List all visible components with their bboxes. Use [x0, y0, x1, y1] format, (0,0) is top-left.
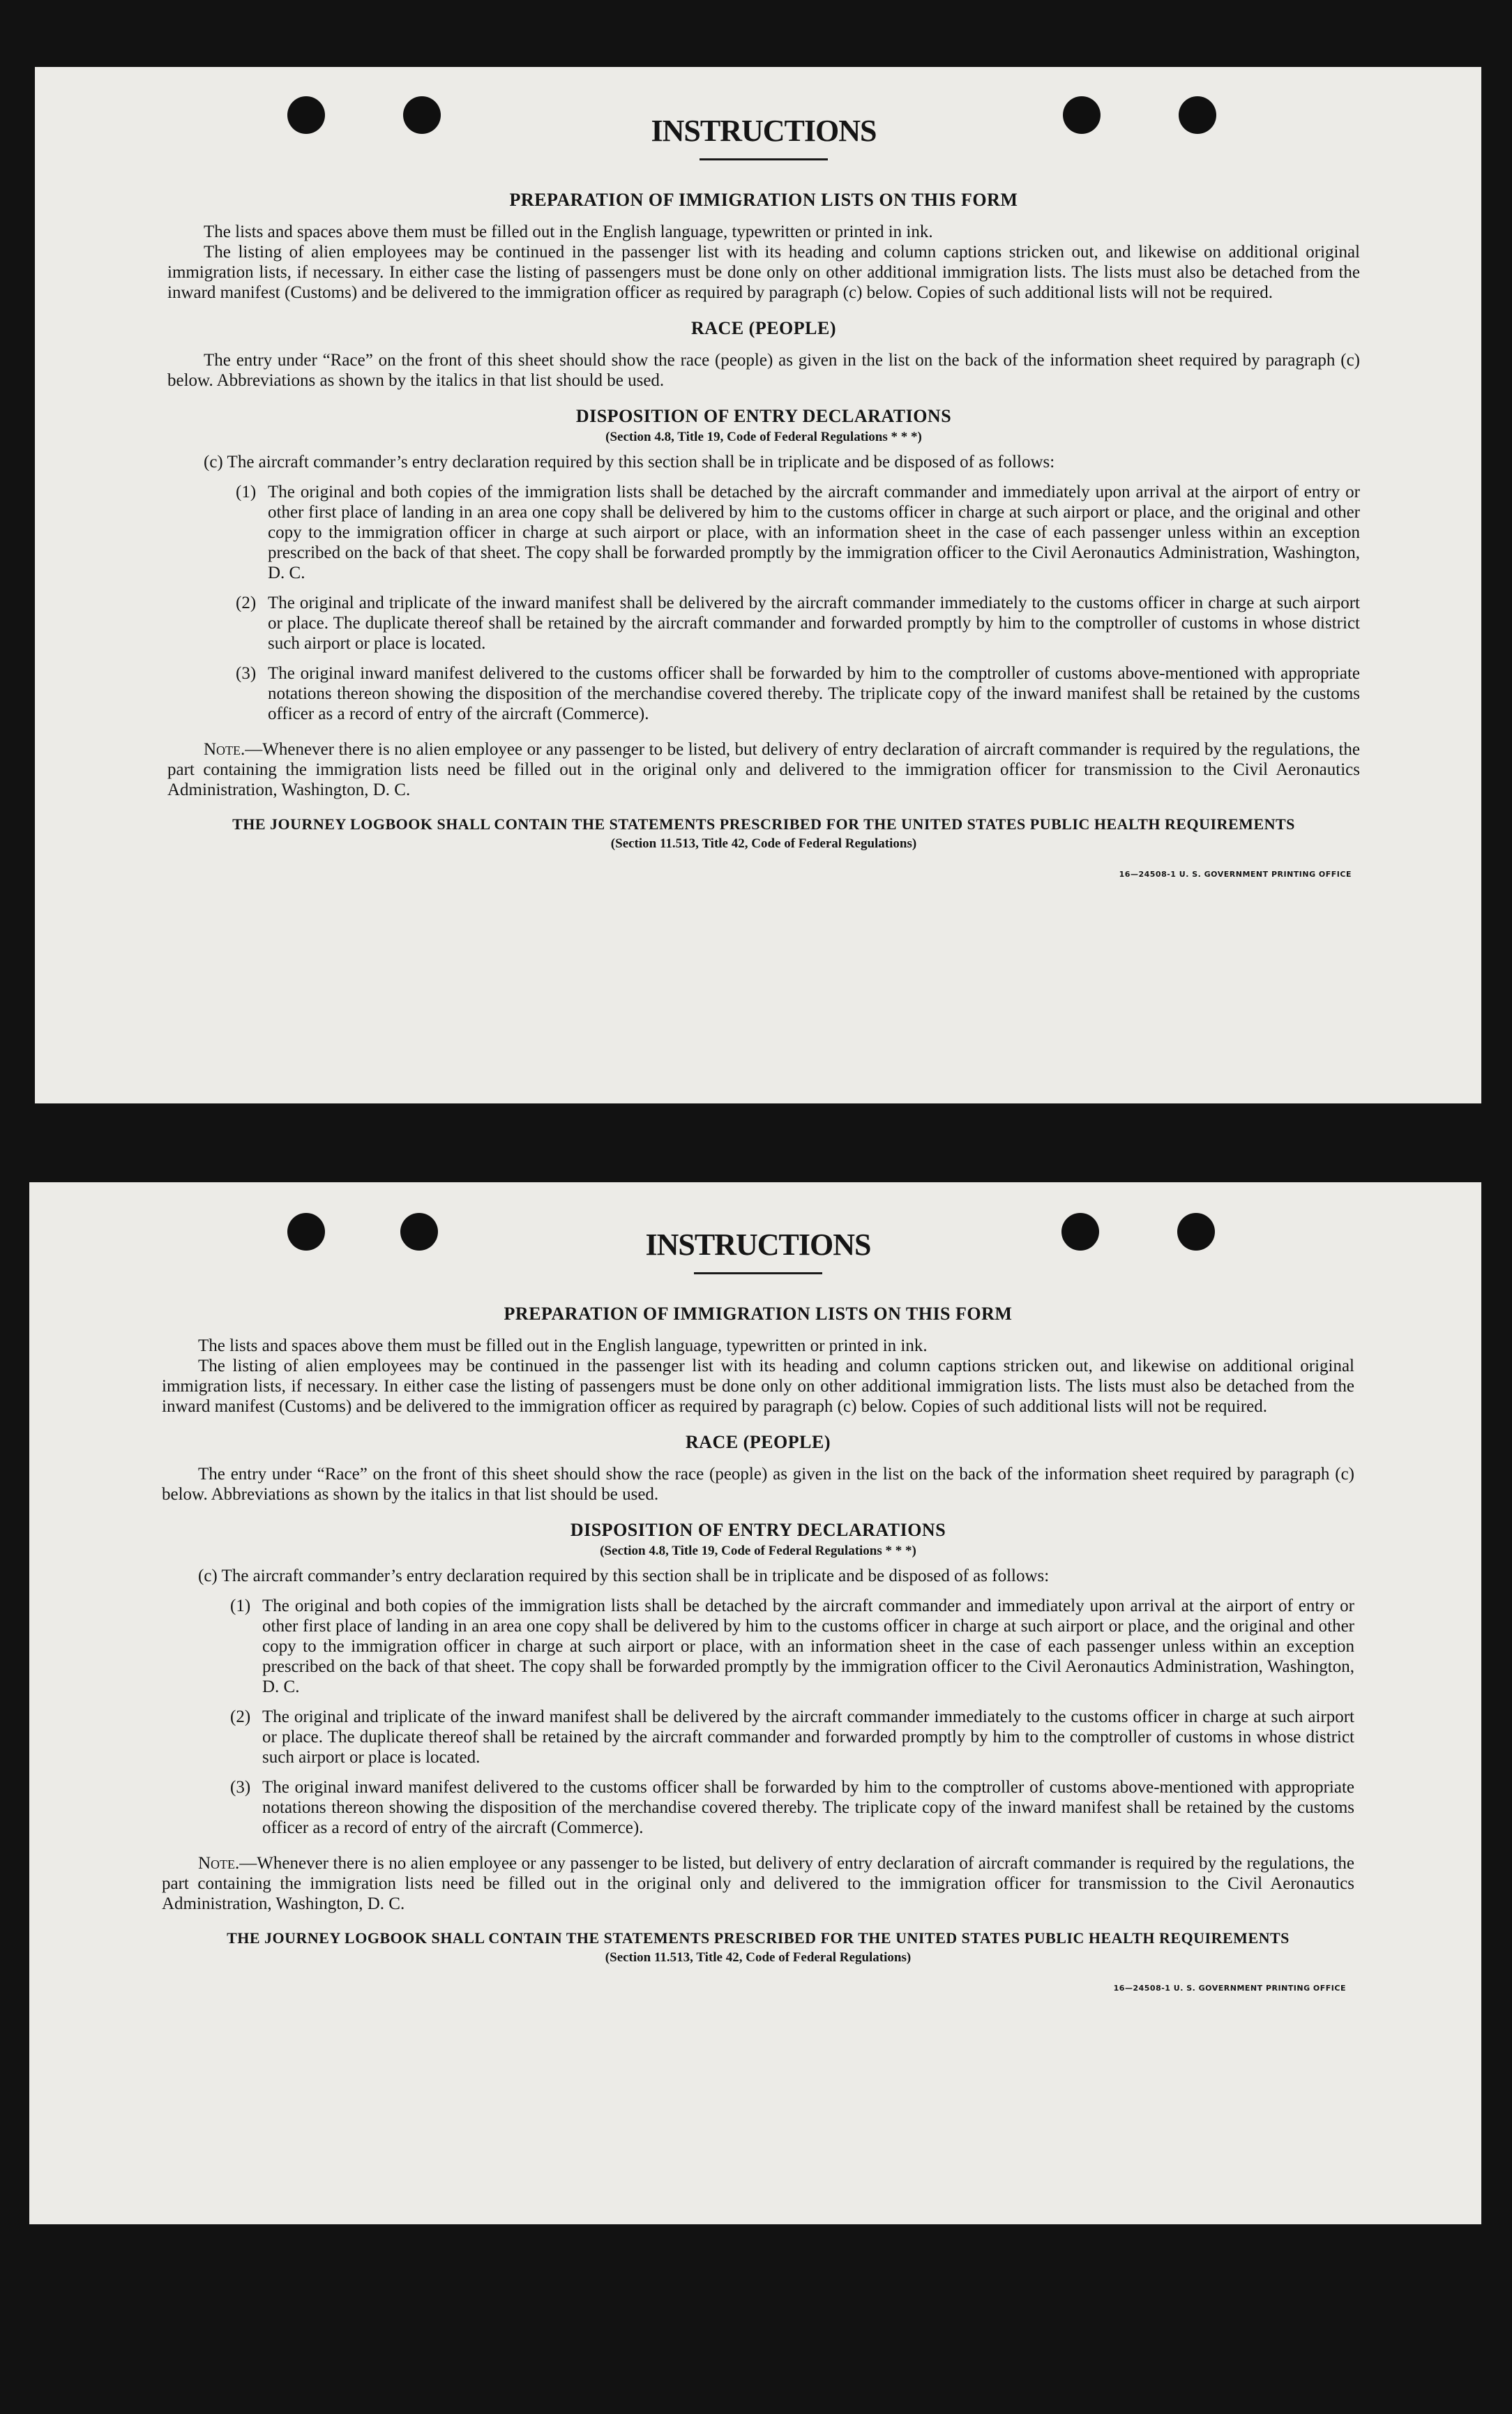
- paragraph-race-entry: The entry under “Race” on the front of this sheet should show the race (people) as given in the list on the back of the information sheet required by paragraph (c) below. Abbreviations as shown by the italics in that list should be used.: [167, 351, 1360, 390]
- list-item: [230, 1707, 1354, 1767]
- sheet-content: [167, 113, 1360, 879]
- note-label: Note.: [204, 740, 245, 759]
- paragraph-lists-language: The lists and spaces above them must be filled out in the English language, typewritten or printed in ink.: [204, 222, 933, 241]
- title-rule: [694, 1272, 822, 1274]
- section-title-race: RACE (PEOPLE): [686, 1432, 831, 1452]
- instruction-sheet-bottom: [29, 1182, 1481, 2224]
- list-item-text: The original and both copies of the immigration lists shall be detached by the aircraft commander and immediately upon arrival at the airport of entry or other first place of landing in an area one copy shall be delivered by him to the customs officer in charge at such airport or place, and the original and other copy to the immigration officer in charge at such airport or place, with an information sheet in the case of each passenger unless within an exception prescribed on the back of that sheet. The copy shall be forwarded promptly by the immigration officer to the Civil Aeronautics Administration, Washington, D. C.: [262, 1597, 1354, 1696]
- list-item: [230, 1777, 1354, 1838]
- list-item-number: (1): [230, 1597, 251, 1615]
- printer-imprint: 16—24508-1 U. S. GOVERNMENT PRINTING OFFICE: [1113, 1984, 1346, 1993]
- instruction-sheet-top: [35, 67, 1481, 1103]
- note-text: —Whenever there is no alien employee or any passenger to be listed, but delivery of entry declaration of aircraft commander is required by the regulations, the part containing the immigration lists need be filled out in the original only and delivered to the immigration officer for transmission to the Civil Aeronautics Administration, Washington, D. C.: [167, 740, 1360, 799]
- list-item: [236, 593, 1360, 654]
- list-item-number: (3): [230, 1778, 251, 1797]
- list-item-number: (2): [236, 594, 257, 612]
- logbook-citation: (Section 11.513, Title 42, Code of Federal Regulations): [610, 836, 917, 851]
- paragraph-lists-language: The lists and spaces above them must be filled out in the English language, typewritten or printed in ink.: [198, 1336, 928, 1355]
- section-citation: (Section 4.8, Title 19, Code of Federal Regulations * * *): [600, 1544, 916, 1558]
- section-title-preparation: PREPARATION OF IMMIGRATION LISTS ON THIS FORM: [504, 1304, 1013, 1324]
- section-title-disposition: DISPOSITION OF ENTRY DECLARATIONS: [575, 406, 952, 426]
- section-title-race: RACE (PEOPLE): [691, 318, 836, 338]
- paragraph-c-lead: (c) The aircraft commander’s entry declaration required by this section shall be in triplicate and be disposed of as follows:: [198, 1567, 1050, 1585]
- list-item-text: The original and triplicate of the inward manifest shall be delivered by the aircraft commander immediately to the customs officer in charge at such airport or place. The duplicate thereof shall be retained by the aircraft commander and forwarded promptly by him to the comptroller of customs in whose district such airport or place is located.: [262, 1707, 1354, 1767]
- logbook-citation: (Section 11.513, Title 42, Code of Federal Regulations): [605, 1950, 912, 1965]
- title-rule: [700, 158, 828, 160]
- section-title-preparation: PREPARATION OF IMMIGRATION LISTS ON THIS FORM: [509, 190, 1018, 210]
- list-item-text: The original and both copies of the immigration lists shall be detached by the aircraft commander and immediately upon arrival at the airport of entry or other first place of landing in an area one copy shall be delivered by him to the customs officer in charge at such airport or place, and the original and other copy to the immigration officer in charge at such airport or place, with an information sheet in the case of each passenger unless within an exception prescribed on the back of that sheet. The copy shall be forwarded promptly by the immigration officer to the Civil Aeronautics Administration, Washington, D. C.: [268, 483, 1360, 582]
- list-item-text: The original inward manifest delivered to the customs officer shall be forwarded by him to the comptroller of customs above-mentioned with appropriate notations thereon showing the disposition of the merchandise covered thereby. The triplicate copy of the inward manifest shall be retained by the customs officer as a record of entry of the aircraft (Commerce).: [262, 1778, 1354, 1837]
- list-item: [236, 482, 1360, 583]
- section-title-disposition: DISPOSITION OF ENTRY DECLARATIONS: [570, 1520, 946, 1540]
- note-label: Note.: [198, 1854, 240, 1873]
- list-item-text: The original and triplicate of the inward manifest shall be delivered by the aircraft commander immediately to the customs officer in charge at such airport or place. The duplicate thereof shall be retained by the aircraft commander and forwarded promptly by him to the comptroller of customs in whose district such airport or place is located.: [268, 594, 1360, 653]
- note-text: —Whenever there is no alien employee or any passenger to be listed, but delivery of entry declaration of aircraft commander is required by the regulations, the part containing the immigration lists need be filled out in the original only and delivered to the immigration officer for transmission to the Civil Aeronautics Administration, Washington, D. C.: [162, 1854, 1354, 1913]
- logbook-requirement: THE JOURNEY LOGBOOK SHALL CONTAIN THE STATEMENTS PRESCRIBED FOR THE UNITED STATES PUBLIC HEALTH REQUIREMENTS: [232, 815, 1295, 833]
- list-item-text: The original inward manifest delivered to the customs officer shall be forwarded by him to the comptroller of customs above-mentioned with appropriate notations thereon showing the disposition of the merchandise covered thereby. The triplicate copy of the inward manifest shall be retained by the customs officer as a record of entry of the aircraft (Commerce).: [268, 664, 1360, 723]
- paragraph-alien-employees: The listing of alien employees may be continued in the passenger list with its heading and column captions stricken out, and likewise on additional original immigration lists, if necessary. In either case the listing of passengers must be done only on other additional immigration lists. The lists must also be detached from the inward manifest (Customs) and be delivered to the immigration officer as required by paragraph (c) below. Copies of such additional lists will not be required.: [162, 1357, 1354, 1416]
- printer-imprint: 16—24508-1 U. S. GOVERNMENT PRINTING OFFICE: [1119, 870, 1352, 879]
- list-item-number: (1): [236, 483, 257, 501]
- page-title: INSTRUCTIONS: [645, 1228, 871, 1262]
- list-item: [236, 663, 1360, 724]
- section-citation: (Section 4.8, Title 19, Code of Federal Regulations * * *): [605, 430, 922, 444]
- paragraph-alien-employees: The listing of alien employees may be continued in the passenger list with its heading and column captions stricken out, and likewise on additional original immigration lists, if necessary. In either case the listing of passengers must be done only on other additional immigration lists. The lists must also be detached from the inward manifest (Customs) and be delivered to the immigration officer as required by paragraph (c) below. Copies of such additional lists will not be required.: [167, 243, 1360, 302]
- sheet-content: [162, 1227, 1354, 1993]
- list-item: [230, 1596, 1354, 1697]
- page-title: INSTRUCTIONS: [651, 114, 877, 148]
- list-item-number: (3): [236, 664, 257, 683]
- paragraph-c-lead: (c) The aircraft commander’s entry declaration required by this section shall be in triplicate and be disposed of as follows:: [204, 453, 1055, 472]
- paragraph-race-entry: The entry under “Race” on the front of this sheet should show the race (people) as given in the list on the back of the information sheet required by paragraph (c) below. Abbreviations as shown by the italics in that list should be used.: [162, 1465, 1354, 1504]
- list-item-number: (2): [230, 1707, 251, 1726]
- logbook-requirement: THE JOURNEY LOGBOOK SHALL CONTAIN THE STATEMENTS PRESCRIBED FOR THE UNITED STATES PUBLIC HEALTH REQUIREMENTS: [227, 1929, 1290, 1947]
- note-paragraph: [162, 1853, 1354, 1914]
- note-paragraph: [167, 739, 1360, 800]
